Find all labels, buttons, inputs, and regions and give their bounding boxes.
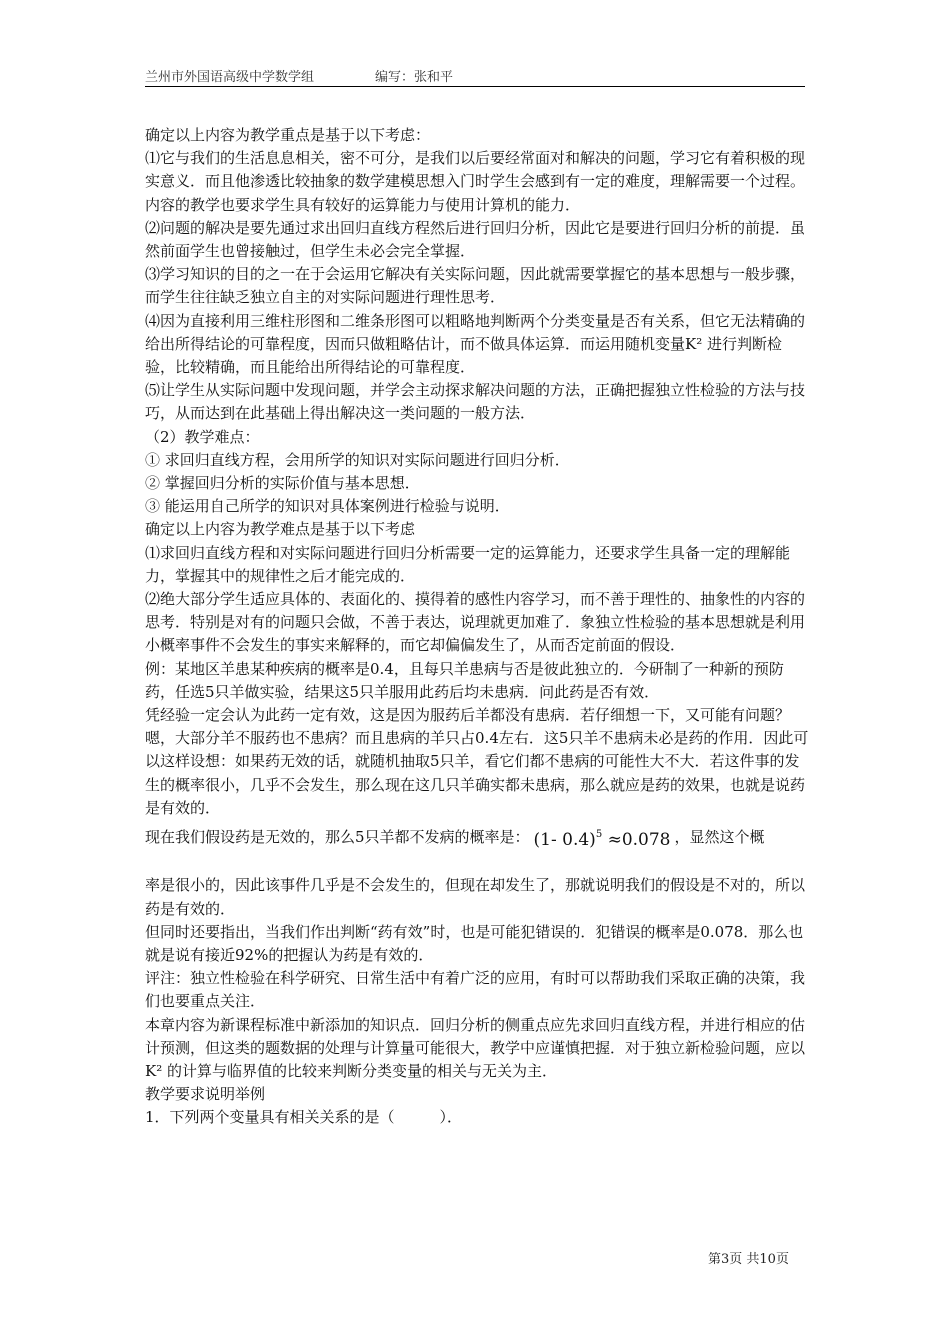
paragraph: ① 求回归直线方程，会用所学的知识对实际问题进行回归分析．	[145, 450, 570, 469]
paragraph: 但同时还要指出，当我们作出判断“药有效”时，也是可能犯错误的．犯错误的概率是0.078．那么也就是说有接近92%的把握认为药是有效的．	[145, 922, 804, 964]
formula-paragraph	[145, 823, 810, 852]
paragraph: 凭经验一定会认为此药一定有效，这是因为服药后羊都没有患病．若仔细想一下，又可能有问题？嗯，大部分羊不服药也不患病？而且患病的羊只占0.4左右．这5只羊不患病未必是药的作用．因此可以这样设想：如果药无效的话，就随机抽取5只羊，看它们都不患病的可能性大不大．若这件事的发生的概率很小，几乎不会发生，那么现在这几只羊确实都未患病，那么就应是药的效果，也就是说药是有效的．	[145, 706, 809, 817]
paragraph: 1．下列两个变量具有相关关系的是（ ）．	[145, 1108, 463, 1127]
paragraph: ③ 能运用自己所学的知识对具体案例进行检验与说明．	[145, 497, 510, 516]
paragraph: 本章内容为新课程标准中新添加的知识点．回归分析的侧重点应先求回归直线方程，并进行相应的估计预测，但这类的题数据的处理与计算量可能很大，教学中应谨慎把握．对于独立新检验问题，应以K² 的计算与临界值的比较来判断分类变量的相关与无关为主．	[145, 1015, 806, 1080]
header-author: 编写：张和平	[375, 70, 454, 85]
header-school: 兰州市外国语高级中学数学组	[145, 70, 315, 85]
paragraph: ⑷因为直接利用三维柱形图和二维条形图可以粗略地判断两个分类变量是否有关系，但它无法精确的给出所得结论的可靠程度，因而只做粗略估计，而不做具体运算．而运用随机变量K² 进行判断检验，比较精确，而且能给出所得结论的可靠程度．	[145, 311, 806, 377]
paragraph: 确定以上内容为教学难点是基于以下考虑	[145, 520, 416, 539]
paragraph: ⑸让学生从实际问题中发现问题，并学会主动探求解决问题的方法，正确把握独立性检验的方法与技巧，从而达到在此基础上得出解决这一类问题的一般方法．	[145, 381, 806, 423]
formula-exponent: 5	[595, 829, 603, 841]
formula-base: (1- 0.4)	[533, 830, 596, 851]
paragraph: ⑵问题的解决是要先通过求出回归直线方程然后进行回归分析，因此它是要进行回归分析的前提．虽然前面学生也曾接触过，但学生未必会完全掌握．	[145, 218, 806, 261]
paragraph: ⑴它与我们的生活息息相关，密不可分，是我们以后要经常面对和解决的问题，学习它有着积极的现实意义．而且他渗透比较抽象的数学建模思想入门时学生会感到有一定的难度，理解需要一个过程。内容的教学也要求学生具有较好的运算能力与使用计算机的能力．	[145, 149, 806, 214]
paragraph: 教学要求说明举例	[145, 1085, 266, 1104]
paragraph: ⑵绝大部分学生适应具体的、表面化的、摸得着的感性内容学习，而不善于理性的、抽象性的内容的思考．特别是对有的问题只会做，不善于表达，说理就更加难了．象独立性检验的基本思想就是利用小概率事件不会发生的事实来解释的，而它却偏偏发生了，从而否定前面的假设．	[145, 590, 806, 655]
paragraph: 评注：独立性检验在科学研究、日常生活中有着广泛的应用，有时可以帮助我们采取正确的决策，我们也要重点关注．	[145, 969, 806, 1011]
paragraph: ⑶学习知识的目的之一在于会运用它解决有关实际问题，因此就需要掌握它的基本思想与一般步骤，而学生往往缺乏独立自主的对实际问题进行理性思考．	[145, 265, 806, 307]
paragraph: （2）教学难点：	[145, 427, 260, 446]
paragraph: 例：某地区羊患某种疾病的概率是0.4，且每只羊患病与否是彼此独立的．今研制了一种新的预防药，任选5只羊做实验，结果这5只羊服用此药后均未患病．问此药是否有效．	[145, 659, 784, 701]
paragraph: 确定以上内容为教学重点是基于以下考虑：	[145, 126, 431, 144]
formula-approx: ≈0.078	[602, 830, 671, 851]
formula-text-before: 现在我们假设药是无效的，那么5只羊都不发病的概率是：	[145, 828, 530, 847]
paragraph: ② 掌握回归分析的实际价值与基本思想．	[145, 474, 420, 493]
page-header	[145, 64, 805, 87]
formula-text-after: ，显然这个概	[674, 828, 765, 847]
document-body	[145, 124, 810, 1130]
paragraph: ⑴求回归直线方程和对实际问题进行回归分析需要一定的运算能力，还要求学生具备一定的理解能力，掌握其中的规律性之后才能完成的．	[145, 543, 791, 585]
page-number: 第3页 共10页	[708, 1252, 789, 1267]
paragraph: 率是很小的，因此该事件几乎是不会发生的，但现在却发生了，那就说明我们的假设是不对的，所以药是有效的．	[145, 876, 806, 918]
probability-formula	[534, 823, 671, 852]
